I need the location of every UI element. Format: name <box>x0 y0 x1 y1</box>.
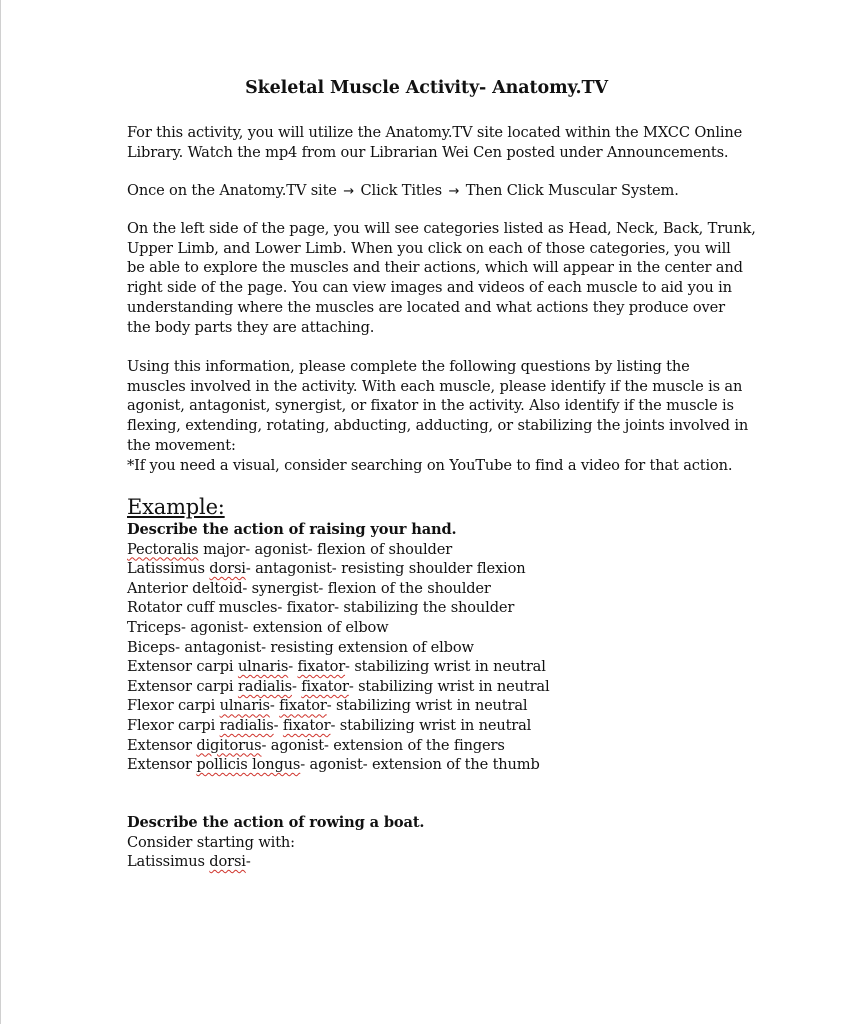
muscle-text: - <box>273 716 283 734</box>
spellcheck-word: dorsi <box>209 560 246 578</box>
text-line: muscles involved in the activity. With each muscle, please identify if the muscle is an <box>127 377 743 395</box>
nav-step-site: Once on the Anatomy.TV site <box>127 182 337 199</box>
muscle-text: - stabilizing wrist in neutral <box>345 658 546 676</box>
text-line: On the left side of the page, you will see categories listed as Head, Neck, Back, Trunk, <box>127 220 756 237</box>
muscle-line <box>127 559 550 579</box>
right-arrow-icon: → <box>343 184 355 199</box>
text-line: Library. Watch the mp4 from our Librarian Wei Cen posted under Announcements. <box>127 143 729 161</box>
muscle-text: - <box>269 697 280 715</box>
muscle-line <box>127 657 550 677</box>
muscle-text: - agonist- extension of the fingers <box>261 736 505 754</box>
muscle-line: Rotator cuff muscles- fixator- stabilizing the shoulder <box>127 599 515 617</box>
spellcheck-word: ulnaris <box>237 658 289 676</box>
muscle-text: - <box>245 853 251 871</box>
navigation-instructions <box>127 181 737 202</box>
muscle-text: - agonist- extension of the thumb <box>300 756 540 774</box>
rowing-consider: Consider starting with: <box>127 833 295 851</box>
muscle-line: Anterior deltoid- synergist- flexion of the shoulder <box>127 579 491 597</box>
text-line: flexing, extending, rotating, abducting, adducting, or stabilizing the joints involved in <box>127 417 749 435</box>
muscle-text: - stabilizing wrist in neutral <box>326 697 528 715</box>
muscle-text: Extensor carpi <box>127 658 238 676</box>
spellcheck-word: pollicis longus <box>196 756 301 774</box>
spellcheck-word: fixator <box>301 677 349 695</box>
spellcheck-word: radialis <box>219 716 274 734</box>
spellcheck-word: fixator <box>279 697 327 715</box>
document-title: Skeletal Muscle Activity- Anatomy.TV <box>245 78 608 98</box>
spellcheck-word: Pectoralis <box>127 540 199 558</box>
youtube-note: *If you need a visual, consider searching on YouTube to find a video for that action. <box>127 456 733 474</box>
spellcheck-word: radialis <box>237 677 292 695</box>
muscle-text: - <box>288 658 298 676</box>
spellcheck-word: ulnaris <box>219 697 270 715</box>
muscle-text: - stabilizing wrist in neutral <box>330 716 532 734</box>
text-line: understanding where the muscles are located and what actions they produce over <box>127 298 725 316</box>
task-paragraph <box>127 357 749 475</box>
example-section <box>127 520 550 775</box>
text-line: agonist, antagonist, synergist, or fixator in the activity. Also identify if the muscle is <box>127 397 734 415</box>
rowing-section <box>127 813 424 872</box>
muscle-text: - antagonist- resisting shoulder flexion <box>245 560 526 578</box>
text-line: the movement: <box>127 436 236 454</box>
nav-step-muscular: Then Click Muscular System. <box>465 182 679 199</box>
intro-paragraph <box>127 123 743 162</box>
muscle-line <box>127 755 550 775</box>
muscle-line <box>127 677 550 697</box>
text-line: For this activity, you will utilize the Anatomy.TV site located within the MXCC Online <box>127 124 743 141</box>
rowing-question: Describe the action of rowing a boat. <box>127 814 425 831</box>
categories-paragraph <box>127 219 756 337</box>
muscle-text: - stabilizing wrist in neutral <box>348 677 550 695</box>
muscle-line <box>127 852 424 872</box>
text-line: be able to explore the muscles and their actions, which will appear in the center and <box>127 259 743 277</box>
muscle-text: Latissimus <box>127 560 210 578</box>
muscle-line <box>127 540 550 560</box>
muscle-text: Extensor <box>127 756 197 774</box>
muscle-line: Biceps- antagonist- resisting extension of elbow <box>127 638 474 656</box>
muscle-text: Latissimus <box>127 853 210 871</box>
right-arrow-icon: → <box>448 184 460 199</box>
muscle-text: Extensor <box>127 736 197 754</box>
spellcheck-word: fixator <box>282 716 331 734</box>
muscle-text: major- agonist- flexion of shoulder <box>198 540 453 558</box>
text-line: Using this information, please complete the following questions by listing the <box>127 358 690 375</box>
spellcheck-word: dorsi <box>209 853 246 871</box>
spellcheck-word: fixator <box>297 658 346 676</box>
muscle-text: Flexor carpi <box>127 697 220 715</box>
muscle-line <box>127 736 550 756</box>
muscle-text: Flexor carpi <box>127 716 220 734</box>
spellcheck-word: digitorus <box>196 736 262 754</box>
example-question: Describe the action of raising your hand. <box>127 521 457 538</box>
example-heading: Example: <box>127 495 225 519</box>
text-line <box>127 181 737 202</box>
muscle-line <box>127 696 550 716</box>
nav-step-titles: Click Titles <box>360 182 442 199</box>
muscle-line <box>127 716 550 736</box>
muscle-text: - <box>291 677 302 695</box>
muscle-line: Triceps- agonist- extension of elbow <box>127 618 389 636</box>
text-line: the body parts they are attaching. <box>127 318 375 336</box>
text-line: right side of the page. You can view images and videos of each muscle to aid you in <box>127 279 732 297</box>
text-line: Upper Limb, and Lower Limb. When you click on each of those categories, you will <box>127 239 731 257</box>
muscle-text: Extensor carpi <box>127 677 238 695</box>
